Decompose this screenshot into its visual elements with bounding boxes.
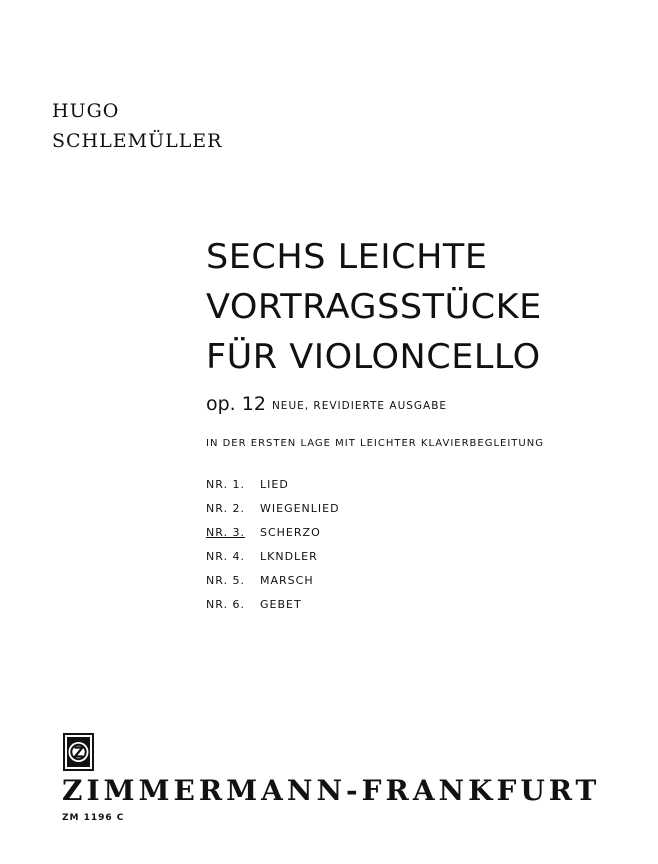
piece-title: LKNDLER	[260, 550, 318, 563]
piece-item	[206, 598, 302, 611]
piece-title: SCHERZO	[260, 526, 321, 539]
title-line-3: FÜR VIOLONCELLO	[206, 337, 541, 377]
piece-number: NR. 2.	[206, 502, 245, 515]
edition-note: NEUE, REVIDIERTE AUSGABE	[271, 400, 448, 412]
piece-number: NR. 5.	[206, 574, 245, 587]
catalog-number: ZM 1196 C	[62, 813, 125, 823]
publisher-name: ZIMMERMANN-FRANKFURT	[62, 774, 601, 807]
piece-item	[206, 502, 340, 515]
piece-title: MARSCH	[260, 574, 314, 587]
publisher-z-logo-icon	[63, 733, 94, 771]
piece-number: NR. 3.	[206, 526, 245, 539]
piece-item	[206, 574, 314, 587]
piece-title: GEBET	[260, 598, 302, 611]
composer-first-name: HUGO	[52, 100, 120, 122]
opus-row	[206, 393, 447, 415]
piece-item	[206, 550, 318, 563]
opus-number: op. 12	[206, 393, 266, 415]
piece-number: NR. 6.	[206, 598, 245, 611]
piece-number: NR. 1.	[206, 478, 245, 491]
piece-number: NR. 4.	[206, 550, 245, 563]
composer-last-name: SCHLEMÜLLER	[52, 130, 223, 152]
title-line-2: VORTRAGSSTÜCKE	[206, 287, 542, 327]
piece-title: LIED	[260, 478, 289, 491]
title-line-1: SECHS LEICHTE	[206, 237, 488, 277]
piece-item	[206, 526, 321, 539]
piece-title: WIEGENLIED	[260, 502, 340, 515]
piece-item	[206, 478, 289, 491]
subtitle: IN DER ERSTEN LAGE MIT LEICHTER KLAVIERBEGLEITUNG	[206, 438, 544, 449]
